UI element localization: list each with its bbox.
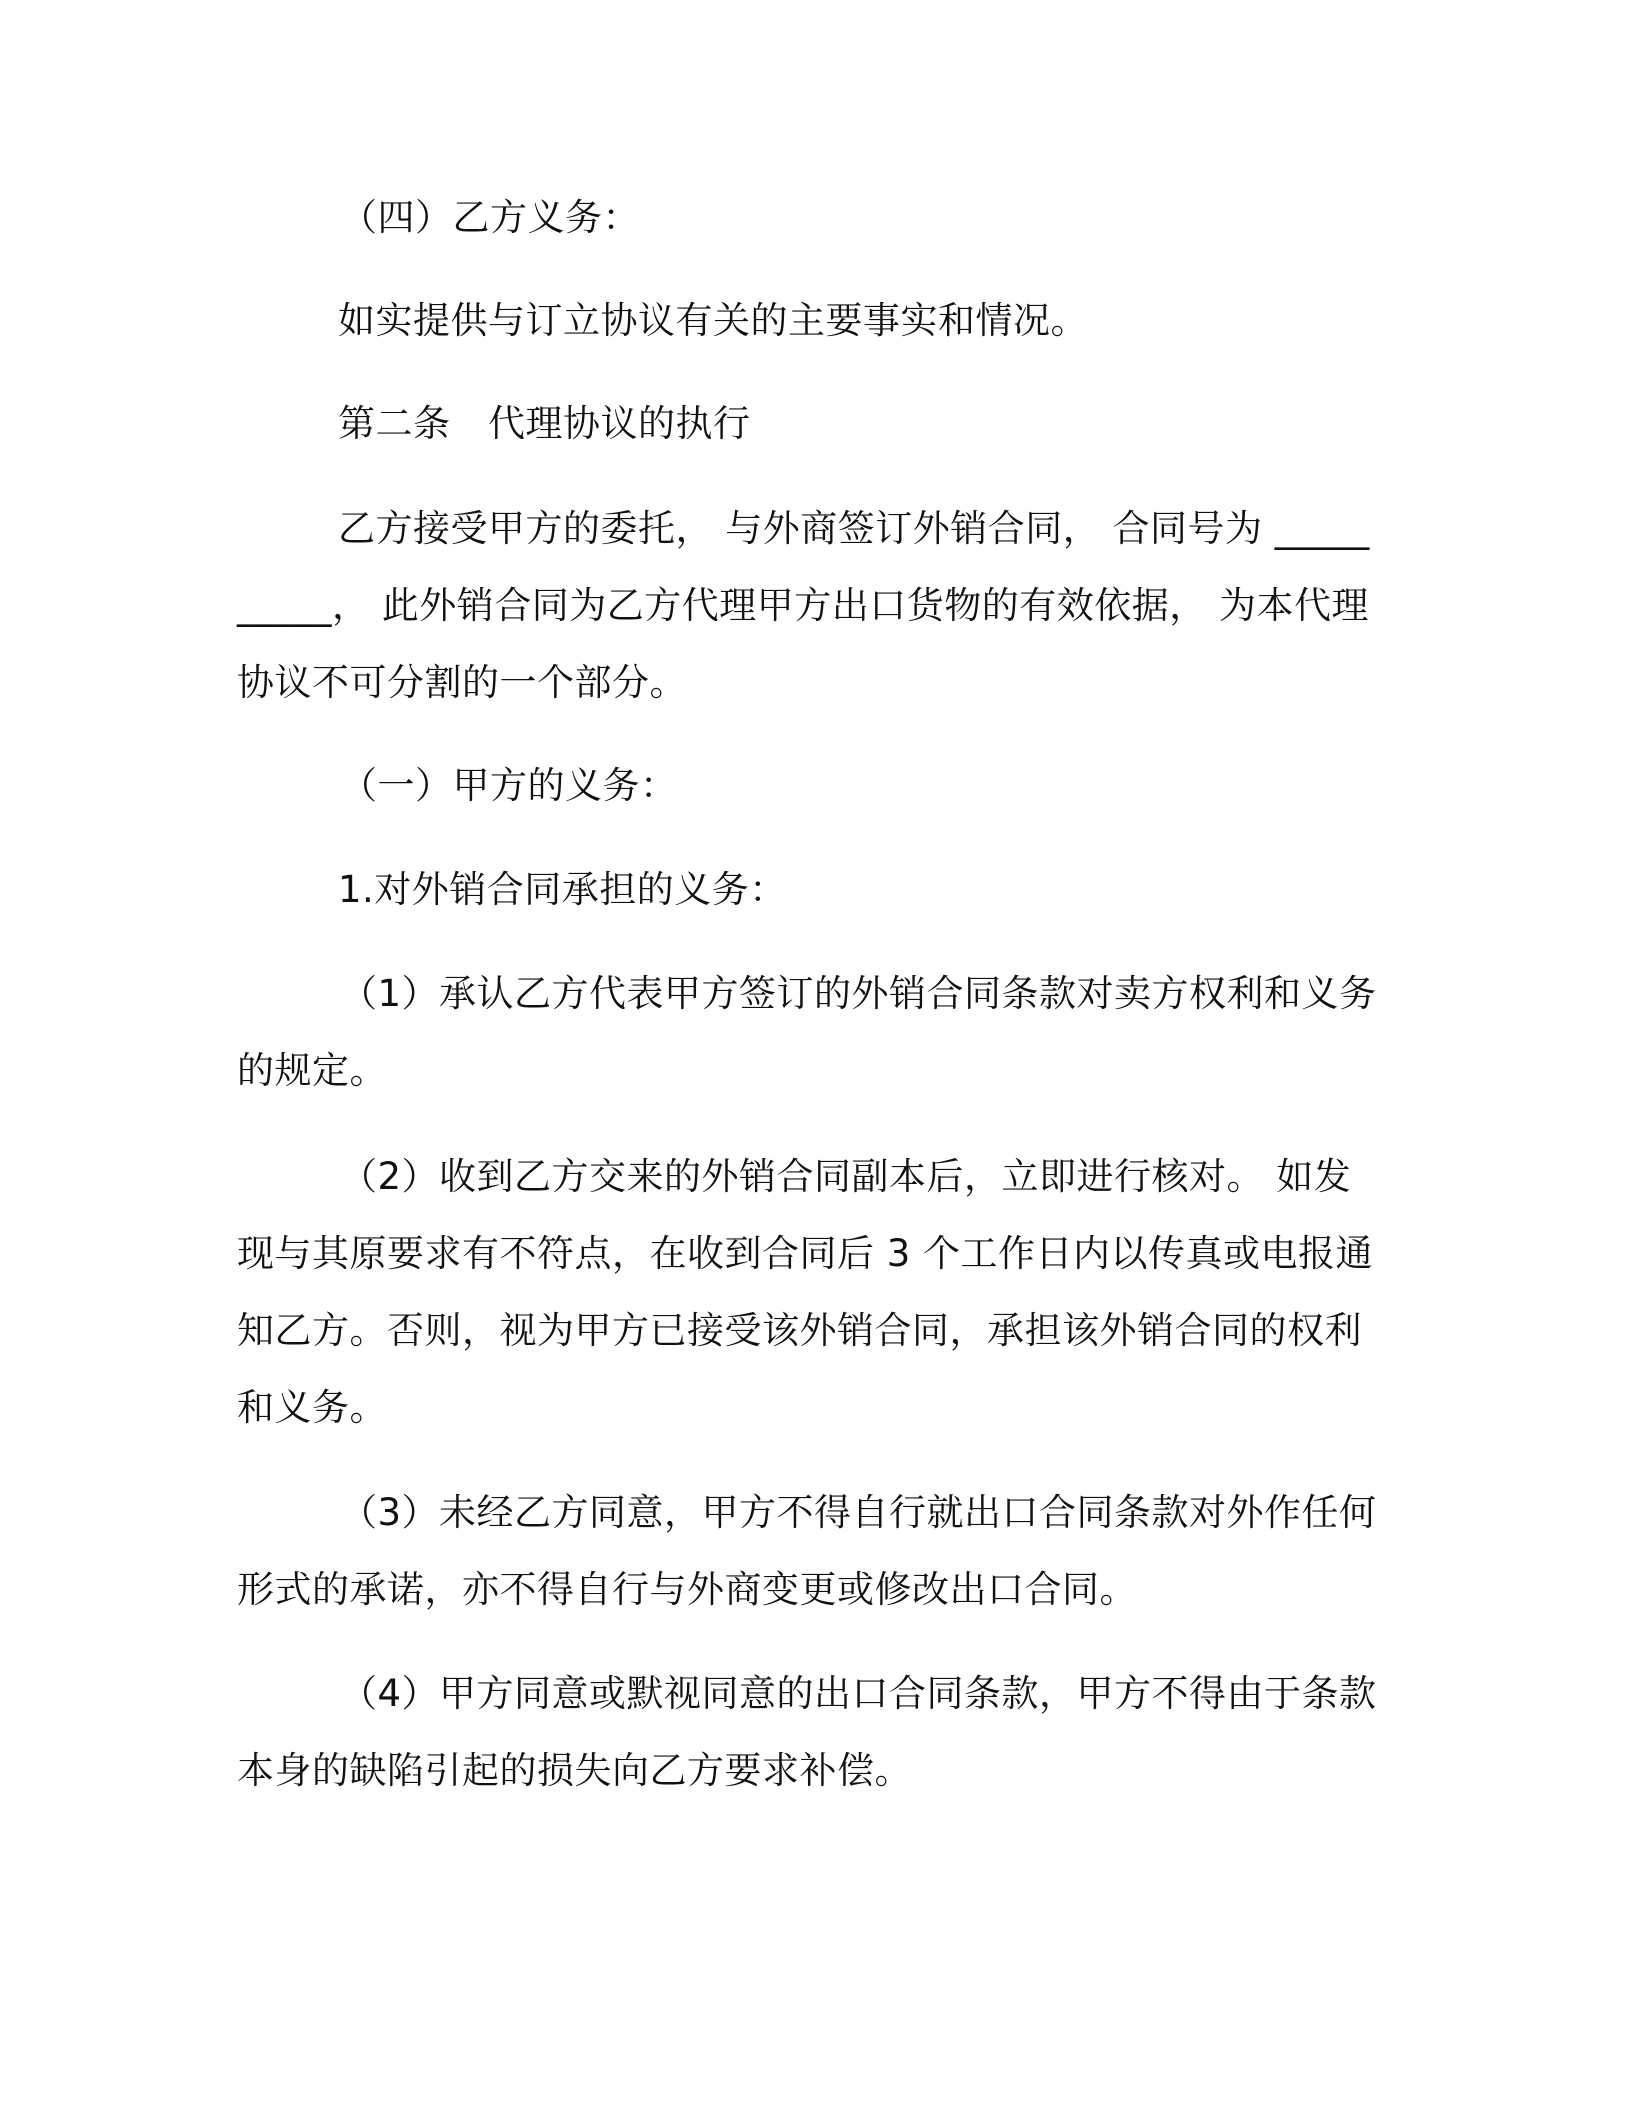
clause-1: （1）承认乙方代表甲方签订的外销合同条款对卖方权利和义务的规定。 <box>237 972 1377 1092</box>
paragraph-provide-facts: 如实提供与订立协议有关的主要事实和情况。 <box>338 299 1088 342</box>
clause-3: （3）未经乙方同意，甲方不得自行就出口合同条款对外作任何形式的承诺，亦不得自行与外商变更或修改出口合同。 <box>237 1491 1377 1611</box>
subsection-heading-contract-obligations: 1.对外销合同承担的义务： <box>338 868 787 911</box>
clause-4: （4）甲方同意或默视同意的出口合同条款，甲方不得由于条款本身的缺陷引起的损失向乙方要求补偿。 <box>237 1672 1377 1792</box>
paragraph-contract-number: 乙方接受甲方的委托， 与外商签订外销合同， 合同号为 __________， 此外销合同为乙方代理甲方出口货物的有效依据， 为本代理协议不可分割的一个部分。 <box>237 507 1370 704</box>
section-heading-party-a-obligations: （一）甲方的义务： <box>340 764 678 807</box>
section-heading-party-b-obligations: （四）乙方义务： <box>340 196 640 239</box>
clause-2: （2）收到乙方交来的外销合同副本后，立即进行核对。 如发现与其原要求有不符点，在收到合同后 3 个工作日内以传真或电报通知乙方。否则，视为甲方已接受该外销合同，承担该外销合同的权利和义务。 <box>237 1155 1374 1429</box>
article-heading-execution: 第二条 代理协议的执行 <box>338 402 751 445</box>
